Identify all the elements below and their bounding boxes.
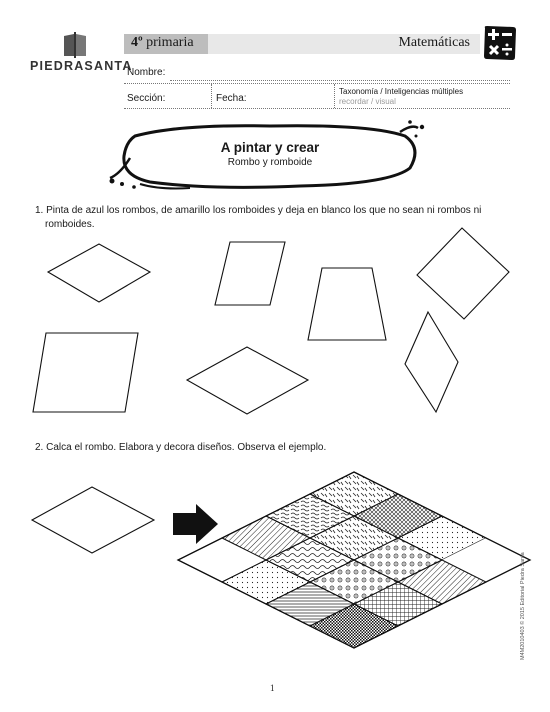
arrow-icon — [173, 504, 218, 544]
subject-title: Matemáticas — [398, 35, 470, 50]
name-label: Nombre: — [127, 67, 166, 78]
publisher-logo: PIEDRASANTA — [30, 59, 133, 73]
instruction-1-line-1: 1. Pinta de azul los rombos, de amarillo los romboides y deja en blanco los que no sean ni rombos ni — [35, 205, 482, 216]
rhomboid-shape — [215, 242, 285, 305]
date-label: Fecha: — [216, 93, 247, 104]
instruction-2: 2. Calca el rombo. Elabora y decora diseños. Observa el ejemplo. — [35, 442, 327, 453]
instruction-1-line-2: romboides. — [45, 219, 95, 230]
grade-level: primaria — [146, 35, 194, 50]
grade-number: 4º — [131, 35, 143, 50]
decorated-rhombus — [178, 472, 530, 648]
trapezoid-shape — [308, 268, 386, 340]
rhombus-shape — [405, 312, 458, 412]
copyright-note: M4M2010403 © 2015 Editorial Piedra Santa — [520, 552, 526, 660]
rhombus-shape — [187, 347, 308, 414]
section-label: Sección: — [127, 93, 166, 104]
rhombus-shape — [417, 228, 509, 319]
rhomboid-shape — [33, 333, 138, 412]
rhombus-shape — [48, 244, 150, 302]
model-rhombus-shape — [32, 487, 154, 553]
page-number: 1 — [270, 683, 275, 693]
taxonomy-label: Taxonomía / Inteligencias múltiples — [339, 87, 464, 96]
taxonomy-subtitle: recordar / visual — [339, 97, 396, 106]
activity-title: A pintar y crear — [220, 140, 320, 155]
activity-subtitle: Rombo y romboide — [227, 157, 313, 168]
